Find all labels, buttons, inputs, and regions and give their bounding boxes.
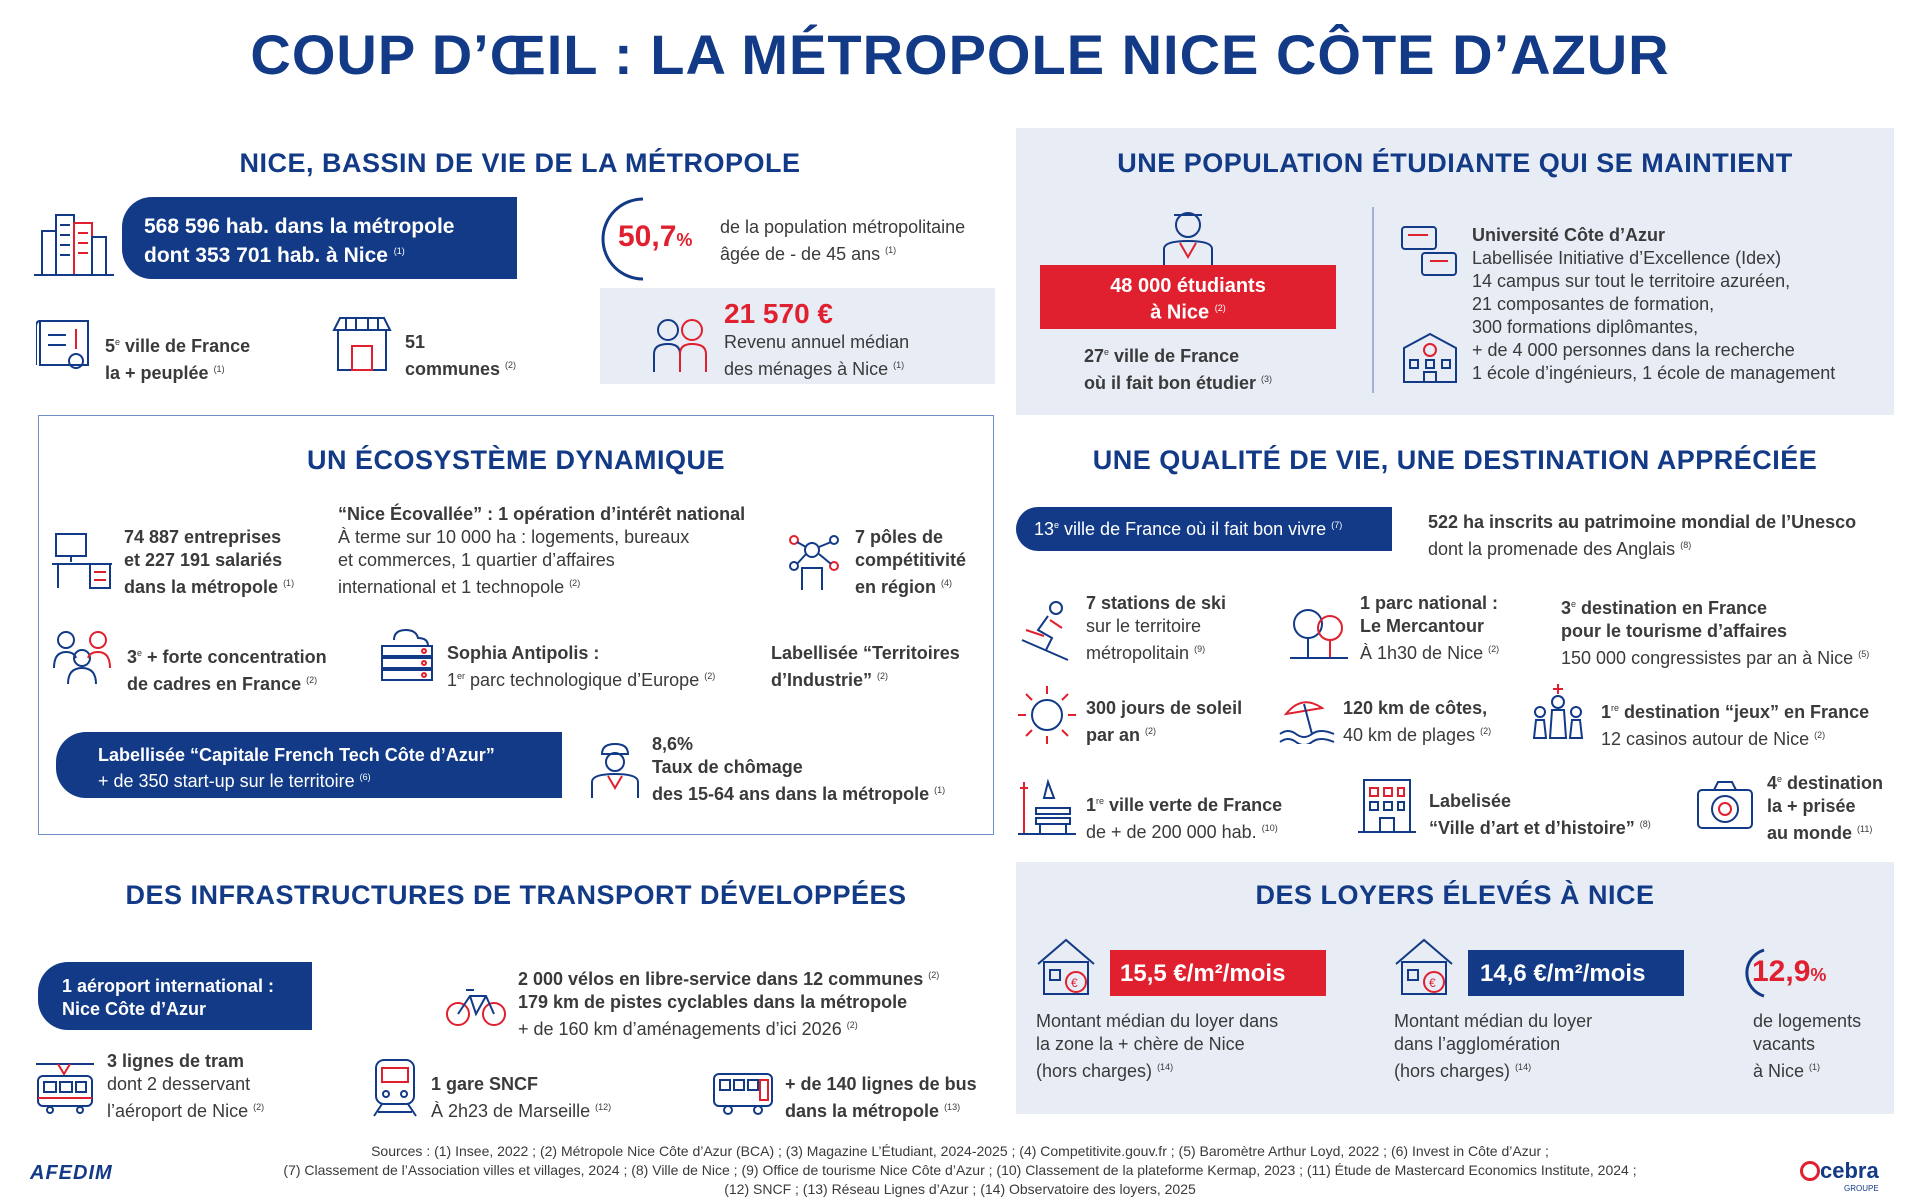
map-scroll-icon — [36, 315, 94, 375]
gare-l1: 1 gare SNCF — [431, 1074, 539, 1094]
vivre-num: 13 — [1034, 519, 1055, 539]
ref: (1) — [885, 245, 897, 255]
cote-l1: 120 km de côtes, — [1343, 698, 1488, 718]
population-nice: dont 353 701 hab. à Nice — [144, 244, 388, 267]
loyer1-l3: (hors charges) — [1036, 1061, 1153, 1081]
bus-l2: dans la métropole — [785, 1101, 940, 1121]
sup: re — [1611, 703, 1620, 713]
ref: (10) — [1261, 823, 1278, 833]
etudiants-l2: à Nice — [1150, 301, 1210, 324]
university-building-icon — [1400, 326, 1460, 386]
aff-num: 3 — [1561, 598, 1572, 618]
tram-l1: 3 lignes de tram — [107, 1051, 245, 1071]
chomage — [652, 733, 945, 806]
city-buildings-icon — [34, 203, 114, 281]
verte-l2: de + de 200 000 hab. — [1086, 822, 1257, 842]
parc-l2: Le Mercantour — [1360, 616, 1485, 636]
aff-l2: pour le tourisme d’affaires — [1561, 621, 1788, 641]
population-metropole: 568 596 hab. dans la métropole — [144, 215, 455, 238]
parc-l1: 1 parc national : — [1360, 593, 1499, 613]
chom-pct: 8,6% — [652, 734, 694, 754]
chom-l1: Taux de chômage — [652, 757, 803, 777]
sophia — [447, 642, 715, 692]
ref: (8) — [1680, 540, 1692, 550]
ski-l3: métropolitain — [1086, 643, 1190, 663]
worker-icon — [588, 742, 642, 800]
ski-l2: sur le territoire — [1086, 616, 1202, 636]
communes-num: 51 — [405, 332, 426, 352]
gare — [431, 1073, 611, 1123]
percent-sign: % — [1810, 965, 1827, 985]
vac-l3: à Nice — [1753, 1061, 1805, 1081]
ft-l1: Labellisée “Capitale French Tech Côte d’Azur” — [98, 745, 495, 765]
family-icon — [650, 314, 710, 376]
tram — [107, 1050, 264, 1123]
bicycle-icon — [446, 984, 506, 1028]
soleil-l2: par an — [1086, 725, 1141, 745]
univ-line: 21 composantes de formation, — [1472, 294, 1715, 314]
ref: (5) — [1858, 649, 1870, 659]
server-cloud-icon — [378, 626, 436, 684]
sources-l1: Sources : (1) Insee, 2022 ; (2) Métropole Nice Côte d’Azur (BCA) ; (3) Magazine L’Étudiant, 2024-2025 ; (4) Competitivite.gouv.fr ; (5) Baromètre Arthur Loyd, 2022 ; (6) Invest in Côte d’Azur ; — [371, 1143, 1549, 1159]
train-icon — [370, 1058, 420, 1118]
ref: (7) — [1331, 520, 1343, 530]
university-name: Université Côte d’Azur — [1472, 225, 1666, 245]
ref: (2) — [306, 675, 318, 685]
revenu-desc — [724, 331, 909, 381]
population-badge — [122, 197, 517, 279]
vivre-rest: ville de France où il fait bon vivre — [1059, 519, 1327, 539]
prise-num: 4 — [1767, 773, 1778, 793]
parc-l3: À 1h30 de Nice — [1360, 643, 1484, 663]
poles-l3: en région — [855, 577, 937, 597]
ref: (2) — [1488, 644, 1500, 654]
etudiants-badge — [1040, 265, 1336, 329]
unesco-l2: dont la promenade des Anglais — [1428, 539, 1676, 559]
sources — [120, 1142, 1800, 1199]
french-tech-badge — [56, 732, 562, 798]
loyer-zone-chere: 15,5 €/m²/mois — [1110, 950, 1326, 996]
velos — [518, 964, 939, 1041]
sources-l3: (12) SNCF ; (13) Réseau Lignes d’Azur ; (14) Observatoire des loyers, 2025 — [724, 1181, 1196, 1197]
ref: (11) — [1857, 824, 1873, 834]
sup: re — [1096, 796, 1105, 806]
age-desc-l1: de la population métropolitaine — [720, 217, 966, 237]
ref: (2) — [253, 1102, 265, 1112]
vacants-percent — [1752, 955, 1826, 989]
cadres-num: 3 — [127, 647, 138, 667]
age-desc-l2: âgée de - de 45 ans — [720, 244, 881, 264]
prise-l1: destination — [1782, 773, 1884, 793]
ent-l1: 74 887 entreprises — [124, 527, 282, 547]
sup: e — [1104, 347, 1110, 357]
age-desc — [720, 216, 965, 266]
house-euro-icon — [1034, 936, 1098, 998]
eco-l2: et commerces, 1 quartier d’affaires — [338, 550, 615, 570]
loyer1-l1: Montant médian du loyer dans — [1036, 1011, 1279, 1031]
chat-bubbles-icon — [1400, 225, 1460, 285]
loyer2-l2: dans l’agglomération — [1394, 1034, 1561, 1054]
tram-l2: dont 2 desservant — [107, 1074, 251, 1094]
gare-l2: À 2h23 de Marseille — [431, 1101, 591, 1121]
etudier-rank — [1084, 341, 1272, 395]
velo-l3: + de 160 km d’aménagements d’ici 2026 — [518, 1019, 842, 1039]
section-title-bassin: NICE, BASSIN DE VIE DE LA MÉTROPOLE — [239, 148, 801, 178]
sophia-num: 1 — [447, 670, 458, 690]
page-title: COUP D’ŒIL : LA MÉTROPOLE NICE CÔTE D’AZUR — [250, 23, 1670, 86]
logo-ring-icon — [1800, 1161, 1820, 1181]
destination-prisee — [1767, 768, 1883, 845]
ref: (2) — [569, 578, 581, 588]
section-title-loyers: DES LOYERS ÉLEVÉS À NICE — [1255, 880, 1655, 910]
ref: (1) — [213, 364, 225, 374]
rank-l1: ville de France — [120, 336, 251, 356]
cote-l2: 40 km de plages — [1343, 725, 1476, 745]
ref: (2) — [1480, 726, 1492, 736]
verte-l1: ville verte de France — [1104, 795, 1283, 815]
jeux-l2: 12 casinos autour de Nice — [1601, 729, 1810, 749]
rank-num: 5 — [105, 336, 116, 356]
town-hall-icon — [332, 316, 392, 374]
tram-l3: l’aéroport de Nice — [107, 1101, 249, 1121]
art-histoire — [1429, 790, 1651, 840]
revenu-l2: des ménages à Nice — [724, 359, 889, 379]
prise-l2: la + prisée — [1767, 796, 1856, 816]
bus-l1: + de 140 lignes de bus — [785, 1074, 977, 1094]
sup: e — [137, 648, 143, 658]
ecovallee — [338, 503, 745, 599]
loyer-agglomeration: 14,6 €/m²/mois — [1468, 950, 1684, 996]
ref: (2) — [1145, 726, 1157, 736]
art-l2: “Ville d’art et d’histoire” — [1429, 818, 1635, 838]
loyer1-l2: la zone la + chère de Nice — [1036, 1034, 1245, 1054]
section-title-qualite: UNE QUALITÉ DE VIE, UNE DESTINATION APPRÉCIÉE — [1092, 445, 1818, 475]
prise-l3: au monde — [1767, 823, 1853, 843]
park-bench-icon — [1018, 778, 1076, 838]
office-desk-icon — [52, 530, 114, 590]
eco-l3: international et 1 technopole — [338, 577, 565, 597]
section-title-transport: DES INFRASTRUCTURES DE TRANSPORT DÉVELOPPÉES — [125, 880, 907, 910]
section-title-ecosysteme: UN ÉCOSYSTÈME DYNAMIQUE — [306, 445, 726, 475]
rank-l2: où il fait bon étudier — [1084, 373, 1256, 393]
historic-building-icon — [1358, 776, 1416, 836]
jeux-num: 1 — [1601, 702, 1612, 722]
loyer1-desc — [1036, 1010, 1278, 1083]
aeroport-badge — [38, 962, 312, 1030]
ref: (1) — [393, 246, 405, 256]
ref: (8) — [1639, 819, 1651, 829]
trees-icon — [1290, 604, 1348, 660]
revenu-value: 21 570 € — [724, 298, 833, 329]
ref: (2) — [846, 1020, 858, 1030]
student-icon — [1158, 205, 1218, 267]
logo-sub: GROUPE — [1844, 1184, 1879, 1193]
jeux-l1: destination “jeux” en France — [1619, 702, 1870, 722]
loyer2-l3: (hors charges) — [1394, 1061, 1511, 1081]
ville-verte — [1086, 790, 1282, 844]
ref: (6) — [359, 772, 371, 782]
divider — [1372, 207, 1374, 393]
territoires-industrie — [771, 642, 960, 692]
sup: er — [457, 671, 466, 681]
univ-line: + de 4 000 personnes dans la recherche — [1472, 340, 1795, 360]
ent-l3: dans la métropole — [124, 577, 279, 597]
ref: (14) — [1515, 1062, 1532, 1072]
entreprises — [124, 526, 294, 599]
univ-line: 14 campus sur tout le territoire azuréen, — [1472, 271, 1791, 291]
cadres-l2: de cadres en France — [127, 674, 302, 694]
universite-info — [1472, 224, 1835, 385]
univ-line: 1 école d’ingénieurs, 1 école de management — [1472, 363, 1836, 383]
univ-line: 300 formations diplômantes, — [1472, 317, 1699, 337]
ref: (1) — [934, 785, 946, 795]
ref: (13) — [944, 1102, 961, 1112]
bon-vivre-badge — [1016, 507, 1392, 551]
communes-label: communes — [405, 359, 501, 379]
camera-icon — [1696, 780, 1754, 832]
ref: (3) — [1261, 374, 1273, 384]
etudiants-l1: 48 000 étudiants — [1110, 275, 1266, 297]
sources-l2: (7) Classement de l’Association villes et villages, 2024 ; (8) Ville de Nice ; (9) Office de tourisme Nice Côte d’Azur ; (10) Classement de la plateforme Kermap, 2023 ; (11) Étude de Mastercard Economics Institute, 2024 ; — [283, 1162, 1637, 1178]
univ-line: Labellisée Initiative d’Excellence (Idex) — [1472, 248, 1782, 268]
eco-title: “Nice Écovallée” : 1 opération d’intérêt national — [338, 504, 746, 524]
soleil — [1086, 697, 1242, 747]
ref: (2) — [928, 970, 940, 980]
age-percent — [618, 220, 692, 254]
ski — [1086, 592, 1226, 665]
svg-text:€: € — [1071, 976, 1078, 990]
loyer2-desc — [1394, 1010, 1592, 1083]
sup: e — [1571, 599, 1577, 609]
sun-icon — [1016, 684, 1078, 746]
aff-l3: 150 000 congressistes par an à Nice — [1561, 648, 1854, 668]
communes — [405, 331, 516, 381]
aero-l2: Nice Côte d’Azur — [62, 999, 207, 1019]
ft-l2: + de 350 start-up sur le territoire — [98, 771, 355, 791]
poles — [855, 526, 966, 599]
cadres — [127, 642, 327, 696]
rank-num: 27 — [1084, 346, 1105, 366]
ref: (1) — [893, 360, 905, 370]
afedim-logo: AFEDIM — [30, 1162, 113, 1184]
parc-national — [1360, 592, 1499, 665]
ref: (2) — [1214, 303, 1226, 313]
chom-l2: des 15-64 ans dans la métropole — [652, 784, 930, 804]
age-percent-value: 50,7 — [618, 220, 677, 253]
soleil-l1: 300 jours de soleil — [1086, 698, 1243, 718]
house-euro-icon — [1392, 936, 1456, 998]
unesco-l1: 522 ha inscrits au patrimoine mondial de l’Unesco — [1428, 512, 1857, 532]
network-person-icon — [788, 532, 842, 592]
vacants-desc — [1753, 1010, 1861, 1083]
section-title-etudiante: UNE POPULATION ÉTUDIANTE QUI SE MAINTIENT — [1117, 148, 1793, 178]
art-l1: Labelisée — [1429, 791, 1512, 811]
ref: (2) — [704, 671, 716, 681]
ref: (9) — [1194, 644, 1206, 654]
sup: e — [115, 337, 121, 347]
rank-l1: ville de France — [1109, 346, 1240, 366]
cebra-logo — [1800, 1158, 1879, 1193]
poles-l2: compétitivité — [855, 550, 967, 570]
label-l2: d’Industrie” — [771, 670, 873, 690]
ref: (2) — [1814, 730, 1826, 740]
velo-l2: 179 km de pistes cyclables dans la métropole — [518, 992, 908, 1012]
ref: (14) — [1157, 1062, 1174, 1072]
tourisme-affaires — [1561, 593, 1869, 670]
svg-text:€: € — [1429, 976, 1436, 990]
verte-num: 1 — [1086, 795, 1097, 815]
loyer2-l1: Montant médian du loyer — [1394, 1011, 1593, 1031]
bus — [785, 1073, 977, 1123]
jeux — [1601, 697, 1869, 751]
team-people-icon — [52, 626, 114, 684]
ref: (2) — [505, 360, 517, 370]
revenu-l1: Revenu annuel médian — [724, 332, 910, 352]
sophia-title: Sophia Antipolis : — [447, 643, 600, 663]
ref: (1) — [1809, 1062, 1821, 1072]
velo-l1: 2 000 vélos en libre-service dans 12 communes — [518, 969, 924, 989]
cadres-l1: + forte concentration — [142, 647, 327, 667]
cotes — [1343, 697, 1491, 747]
sup: e — [1054, 520, 1060, 530]
aero-l1: 1 aéroport international : — [62, 976, 275, 996]
aff-l1: destination en France — [1576, 598, 1768, 618]
ski-l1: 7 stations de ski — [1086, 593, 1227, 613]
vac-value: 12,9 — [1752, 955, 1811, 988]
vac-l1: de logements — [1753, 1011, 1862, 1031]
vac-l2: vacants — [1753, 1034, 1816, 1054]
label-l1: Labellisée “Territoires — [771, 643, 960, 663]
ref: (2) — [877, 671, 889, 681]
sup: e — [1777, 774, 1783, 784]
logo-text: cebra — [1820, 1158, 1879, 1183]
eco-l1: À terme sur 10 000 ha : logements, bureaux — [338, 527, 690, 547]
chess-pieces-icon — [1530, 682, 1588, 742]
ref: (12) — [595, 1102, 612, 1112]
bus-icon — [712, 1070, 774, 1116]
ref: (1) — [283, 578, 295, 588]
skier-icon — [1018, 600, 1076, 662]
unesco — [1428, 511, 1856, 561]
poles-l1: 7 pôles de — [855, 527, 944, 547]
rank-peuplee — [105, 331, 250, 385]
sophia-l1: parc technologique d’Europe — [465, 670, 700, 690]
tram-icon — [34, 1060, 96, 1114]
beach-umbrella-icon — [1278, 694, 1336, 744]
ent-l2: et 227 191 salariés — [124, 550, 283, 570]
percent-sign: % — [676, 230, 693, 250]
ref: (4) — [941, 578, 953, 588]
rank-l2: la + peuplée — [105, 363, 209, 383]
